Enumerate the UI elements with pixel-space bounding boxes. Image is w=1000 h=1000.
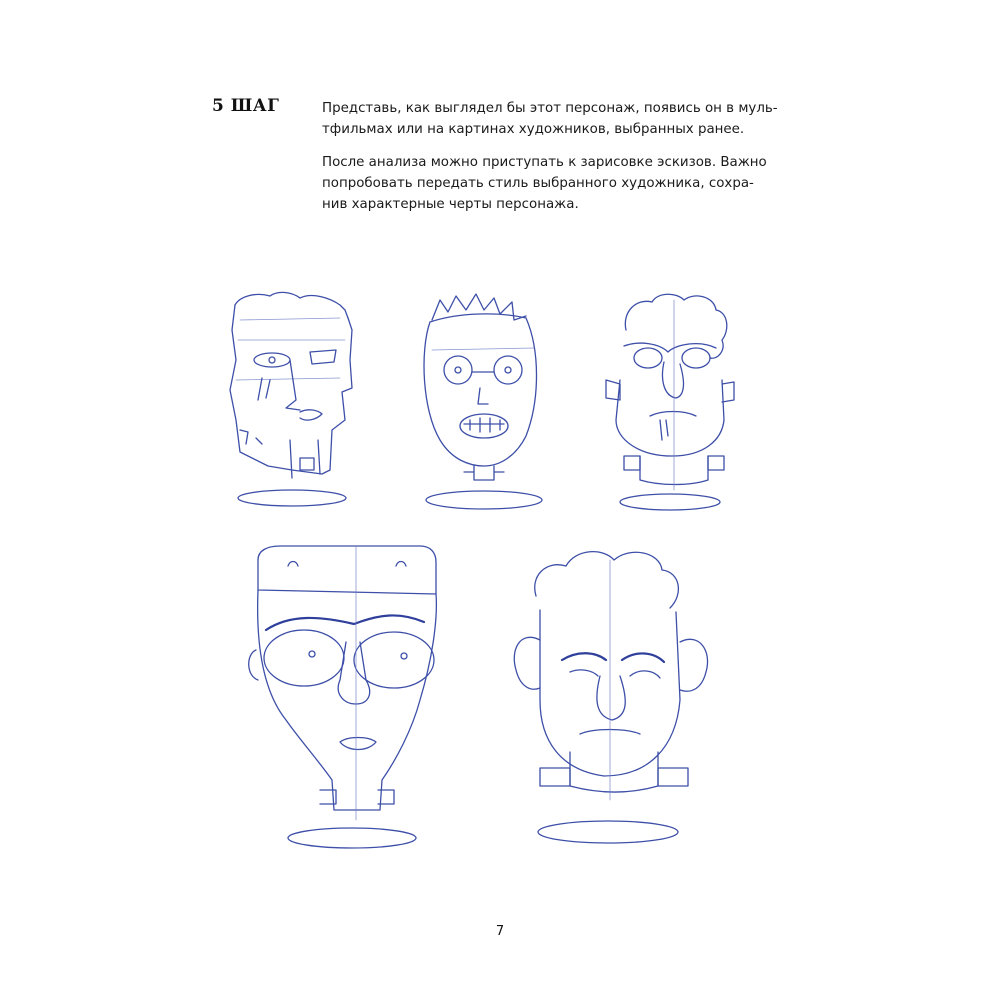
sketch-spiky-hair-head	[424, 294, 542, 509]
sketch-brow-head	[249, 546, 437, 848]
step-title: 5 ШАГ	[212, 96, 280, 116]
sketch-cubist-head	[230, 292, 352, 506]
page-number: 7	[495, 924, 505, 939]
sketch-curly-hair-head	[514, 552, 707, 843]
text-line: нив характерные черты персонажа.	[322, 197, 579, 212]
text-line: После анализа можно приступать к зарисовке эскизов. Важно	[322, 155, 767, 170]
text-line: попробовать передать стиль выбранного художника, сохра-	[322, 176, 754, 191]
text-line: тфильмах или на картинах художников, выбранных ранее.	[322, 122, 745, 137]
text-line: Представь, как выглядел бы этот персонаж, появись он в муль-	[322, 101, 778, 116]
sketch-wavy-hair-head	[606, 294, 734, 510]
